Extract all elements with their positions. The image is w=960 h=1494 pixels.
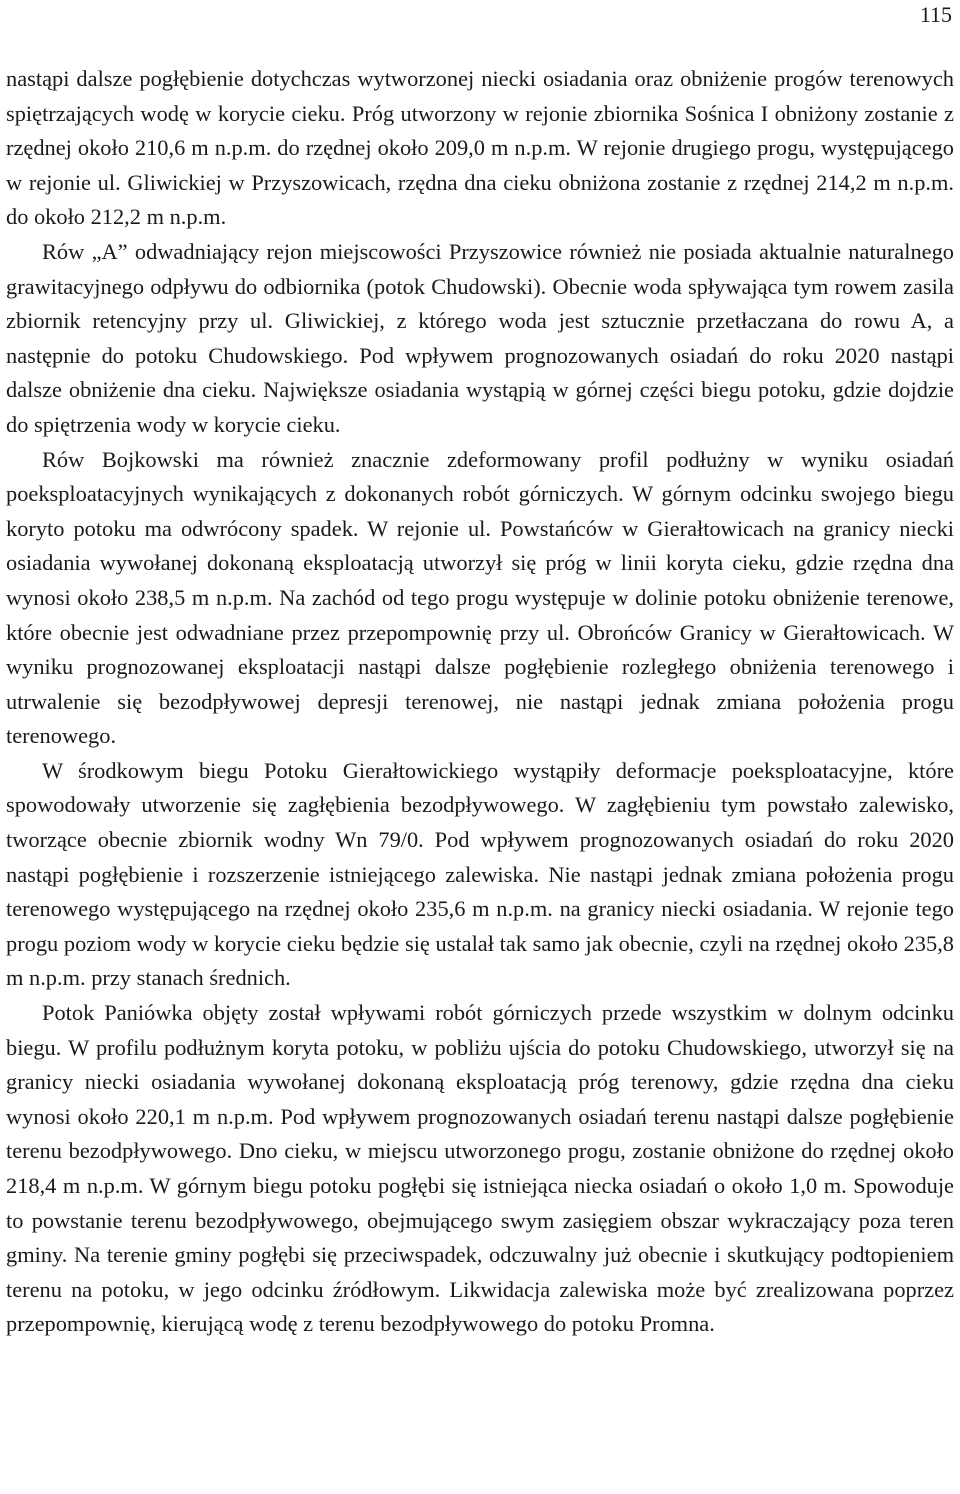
paragraph-row-bojkowski: Rów Bojkowski ma również znacznie zdeformowany profil podłużny w wyniku osiadań poeksploatacyjnych wynikających z dokonanych robót górniczych. W górnym odcinku swojego biegu koryto potoku ma odwrócony spadek. W rejonie ul. Powstańców w Gierałtowicach na granicy niecki osiadania wywołanej dokonaną eksploatacją utworzył się próg w linii koryta cieku, gdzie rzędna dna wynosi około 238,5 m n.p.m. Na zachód od tego progu występuje w dolinie potoku obniżenie terenowe, które obecnie jest odwadniane przez przepompownię przy ul. Obrońców Granicy w Gierałtowicach. W wyniku prognozowanej eksploatacji nastąpi dalsze pogłębienie rozległego obniżenia terenowego i utrwalenie się bezodpływowej depresji terenowej, nie nastąpi jednak zmiana położenia progu terenowego. — [6, 446, 954, 749]
body-text — [6, 62, 954, 1342]
page-number: 115 — [919, 2, 952, 27]
paragraph-row-a: Rów „A” odwadniający rejon miejscowości Przyszowice również nie posiada aktualnie naturalnego grawitacyjnego odpływu do odbiornika (potok Chudowski). Obecnie woda spływająca tym rowem zasila zbiornik retencyjny przy ul. Gliwickiej, z którego woda jest sztucznie przetłaczana do rowu A, a następnie do potoku Chudowskiego. Pod wpływem prognozowanych osiadań do roku 2020 nastąpi dalsze obniżenie dna cieku. Największe osiadania wystąpią w górnej części biegu potoku, gdzie dojdzie do spiętrzenia wody w korycie cieku. — [6, 238, 954, 437]
paragraph-continuation: nastąpi dalsze pogłębienie dotychczas wytworzonej niecki osiadania oraz obniżenie progów terenowych spiętrzających wodę w korycie cieku. Próg utworzony w rejonie zbiornika Sośnica I obniżony zostanie z rzędnej około 210,6 m n.p.m. do rzędnej około 209,0 m n.p.m. W rejonie drugiego progu, występującego w rejonie ul. Gliwickiej w Przyszowicach, rzędna dna cieku obniżona zostanie z rzędnej 214,2 m n.p.m. do około 212,2 m n.p.m. — [6, 66, 954, 230]
paragraph-potok-gieraltowicki: W środkowym biegu Potoku Gierałtowickiego wystąpiły deformacje poeksploatacyjne, które spowodowały utworzenie się zagłębienia bezodpływowego. W zagłębieniu tym powstało zalewisko, tworzące obecnie zbiornik wodny Wn 79/0. Pod wpływem prognozowanych osiadań do roku 2020 nastąpi pogłębienie i rozszerzenie istniejącego zalewiska. Nie nastąpi jednak zmiana położenia progu terenowego występującego na rzędnej około 235,6 m n.p.m. na granicy niecki osiadania. W rejonie tego progu poziom wody w korycie cieku będzie się ustalał tak samo jak obecnie, czyli na rzędnej około 235,8 m n.p.m. przy stanach średnich. — [6, 757, 954, 991]
paragraph-potok-paniowka: Potok Paniówka objęty został wpływami robót górniczych przede wszystkim w dolnym odcinku biegu. W profilu podłużnym koryta potoku, w pobliżu ujścia do potoku Chudowskiego, utworzył się na granicy niecki osiadania wywołanej dokonaną eksploatacją próg terenowy, gdzie rzędna dna cieku wynosi około 220,1 m n.p.m. Pod wpływem prognozowanych osiadań terenu nastąpi dalsze pogłębienie terenu bezodpływowego. Dno cieku, w miejscu utworzonego progu, zostanie obniżone do rzędnej około 218,4 m n.p.m. W górnym biegu potoku pogłębi się istniejąca niecka osiadań o około 1,0 m. Spowoduje to powstanie terenu bezodpływowego, obejmującego swym zasięgiem obszar wykraczający poza teren gminy. Na terenie gminy pogłębi się przeciwspadek, odczuwalny już obecnie i skutkujący podtopieniem terenu na potoku, w jego odcinku źródłowym. Likwidacja zalewiska może być zrealizowana poprzez przepompownię, kierującą wodę z terenu bezodpływowego do potoku Promna. — [6, 1000, 954, 1337]
